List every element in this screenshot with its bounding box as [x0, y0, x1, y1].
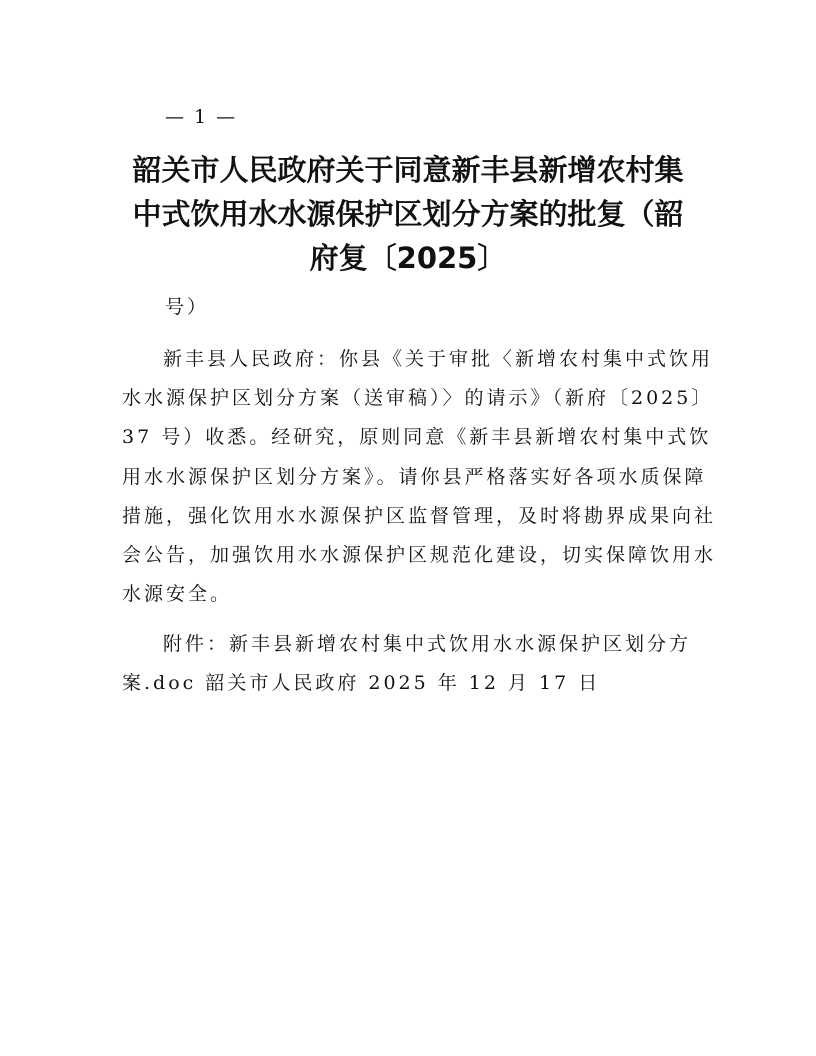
attachment-line-2: 案.doc 韶关市人民政府 2025 年 12 月 17 日 — [122, 672, 601, 694]
body-line-4: 用水水源保护区划分方案》。请你县严格落实好各项水质保障 — [122, 466, 707, 488]
title-line-2: 中式饮用水水源保护区划分方案的批复（韶 — [132, 197, 684, 231]
title-line-3: 府复〔2025〕 — [309, 241, 507, 275]
title-continuation: 号） — [165, 296, 210, 318]
document-title — [122, 148, 694, 280]
body-line-5: 措施，强化饮用水水源保护区监督管理，及时将勘界成果向社 — [122, 505, 717, 527]
body-line-3: 37 号）收悉。经研究，原则同意《新丰县新增农村集中式饮 — [122, 426, 712, 448]
page-number: — 1 — — [165, 106, 238, 128]
body-line-7: 水源安全。 — [122, 583, 233, 605]
body-line-6: 会公告，加强饮用水水源保护区规范化建设，切实保障饮用水 — [122, 544, 717, 566]
attachment-line-1: 附件：新丰县新增农村集中式饮用水水源保护区划分方 — [163, 633, 692, 655]
body-line-2: 水水源保护区划分方案（送审稿）〉的请示》（新府〔2025〕 — [122, 387, 714, 409]
title-line-1: 韶关市人民政府关于同意新丰县新增农村集 — [132, 153, 684, 187]
body-line-1: 新丰县人民政府：你县《关于审批〈新增农村集中式饮用 — [163, 348, 714, 370]
